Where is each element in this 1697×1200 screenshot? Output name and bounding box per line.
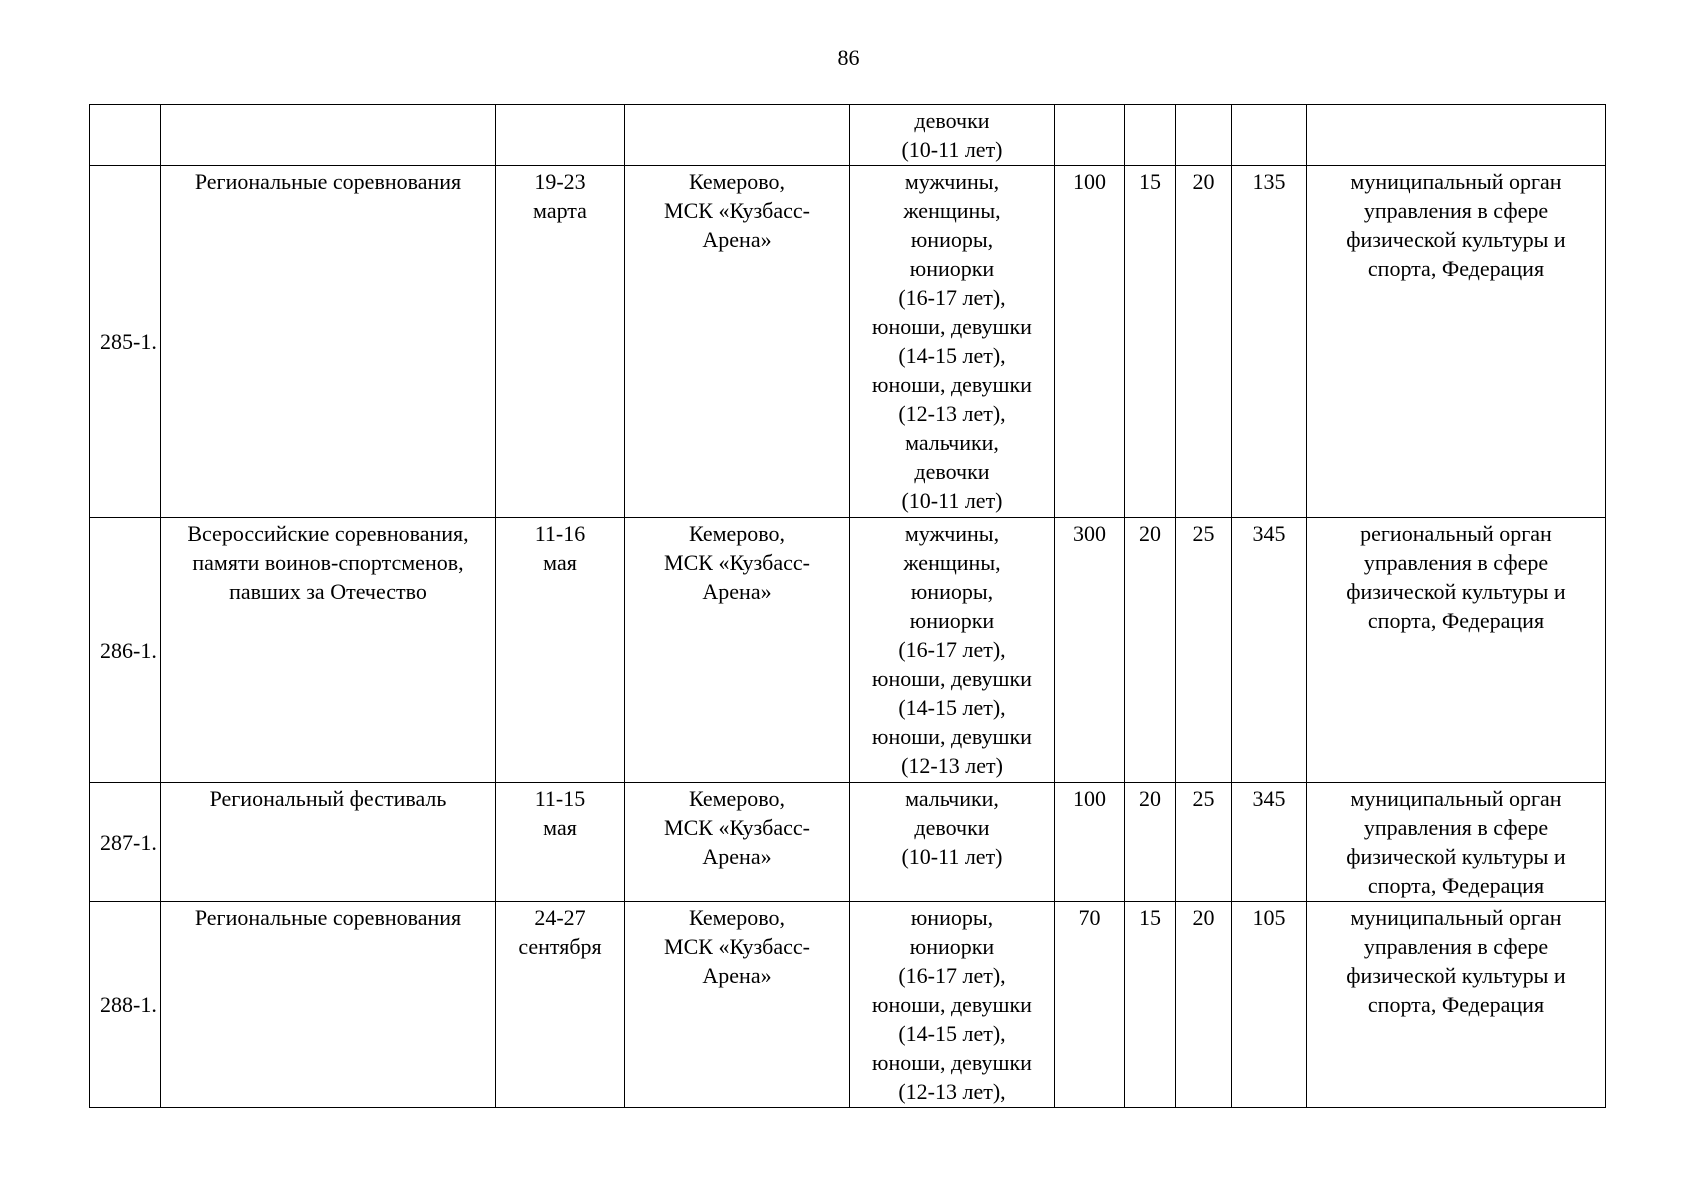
participants: мужчины, женщины, юниоры, юниорки (16-17 лет), юноши, девушки (14-15 лет), юноши, девушки (12-13 лет), мальчики, девочки (10-11 лет) (850, 166, 1055, 518)
count-total: 135 (1232, 166, 1307, 518)
table-row (90, 105, 1606, 166)
events-table (89, 104, 1606, 1108)
count-3: 25 (1176, 783, 1232, 902)
table-row (90, 166, 1606, 518)
participants: девочки (10-11 лет) (850, 105, 1055, 166)
count-total: 105 (1232, 902, 1307, 1108)
count-2: 20 (1125, 783, 1176, 902)
count-2 (1125, 105, 1176, 166)
count-3 (1176, 105, 1232, 166)
event-place: Кемерово, МСК «Кузбасс- Арена» (625, 902, 850, 1108)
event-dates: 24-27 сентября (496, 902, 625, 1108)
count-1: 70 (1055, 902, 1125, 1108)
count-2: 20 (1125, 518, 1176, 783)
count-3: 25 (1176, 518, 1232, 783)
participants: мужчины, женщины, юниоры, юниорки (16-17 лет), юноши, девушки (14-15 лет), юноши, девушки (12-13 лет) (850, 518, 1055, 783)
event-name: Региональные соревнования (161, 902, 496, 1108)
event-dates: 11-15 мая (496, 783, 625, 902)
organizer: муниципальный орган управления в сфере физической культуры и спорта, Федерация (1307, 902, 1606, 1108)
event-place: Кемерово, МСК «Кузбасс- Арена» (625, 166, 850, 518)
count-total: 345 (1232, 518, 1307, 783)
count-3: 20 (1176, 166, 1232, 518)
row-number (90, 105, 161, 166)
event-name (161, 105, 496, 166)
count-total (1232, 105, 1307, 166)
event-place (625, 105, 850, 166)
count-1: 100 (1055, 783, 1125, 902)
page-number: 86 (837, 45, 860, 70)
participants: мальчики, девочки (10-11 лет) (850, 783, 1055, 902)
organizer: муниципальный орган управления в сфере физической культуры и спорта, Федерация (1307, 783, 1606, 902)
event-name: Всероссийские соревнования, памяти воинов-спортсменов, павших за Отечество (161, 518, 496, 783)
participants: юниоры, юниорки (16-17 лет), юноши, девушки (14-15 лет), юноши, девушки (12-13 лет), (850, 902, 1055, 1108)
organizer (1307, 105, 1606, 166)
table-row (90, 902, 1606, 1108)
row-number: 288-1. (90, 902, 161, 1108)
table-row (90, 518, 1606, 783)
organizer: региональный орган управления в сфере физической культуры и спорта, Федерация (1307, 518, 1606, 783)
table-row (90, 783, 1606, 902)
count-1: 300 (1055, 518, 1125, 783)
count-3: 20 (1176, 902, 1232, 1108)
event-dates: 19-23 марта (496, 166, 625, 518)
count-1 (1055, 105, 1125, 166)
count-2: 15 (1125, 902, 1176, 1108)
count-total: 345 (1232, 783, 1307, 902)
organizer: муниципальный орган управления в сфере физической культуры и спорта, Федерация (1307, 166, 1606, 518)
event-place: Кемерово, МСК «Кузбасс- Арена» (625, 783, 850, 902)
event-name: Региональный фестиваль (161, 783, 496, 902)
count-2: 15 (1125, 166, 1176, 518)
row-number: 286-1. (90, 518, 161, 783)
event-dates (496, 105, 625, 166)
event-name: Региональные соревнования (161, 166, 496, 518)
event-dates: 11-16 мая (496, 518, 625, 783)
count-1: 100 (1055, 166, 1125, 518)
row-number: 285-1. (90, 166, 161, 518)
event-place: Кемерово, МСК «Кузбасс- Арена» (625, 518, 850, 783)
row-number: 287-1. (90, 783, 161, 902)
